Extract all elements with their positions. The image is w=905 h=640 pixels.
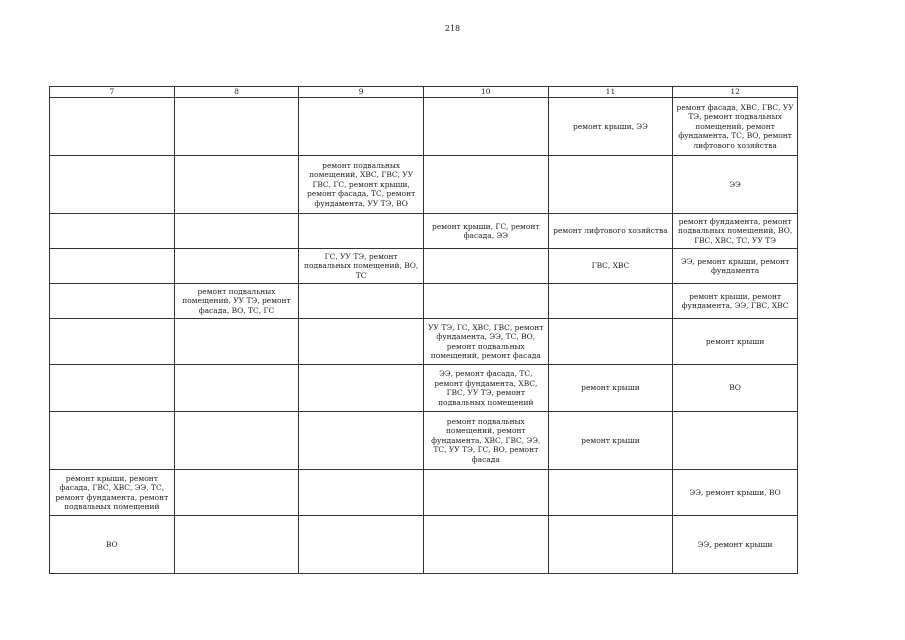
table-cell <box>50 412 175 470</box>
table-cell <box>299 365 424 412</box>
table-cell: ремонт крыши, ЭЭ <box>548 98 673 156</box>
table-cell <box>299 284 424 319</box>
table-cell <box>548 156 673 214</box>
table-cell: ремонт фасада, ХВС, ГВС, УУ ТЭ, ремонт подвальных помещений, ремонт фундамента, ТС, ВО, ремонт лифтового хозяйства <box>673 98 798 156</box>
table-cell: ремонт крыши <box>548 365 673 412</box>
table-cell <box>299 412 424 470</box>
table-cell <box>673 412 798 470</box>
column-header: 11 <box>548 87 673 98</box>
table-row <box>50 156 798 214</box>
table-cell <box>50 98 175 156</box>
table-cell <box>174 98 299 156</box>
table-cell <box>548 319 673 365</box>
table-cell: ремонт лифтового хозяйства <box>548 214 673 249</box>
table-row <box>50 214 798 249</box>
header-row <box>50 87 798 98</box>
table-cell <box>548 516 673 574</box>
table-row <box>50 284 798 319</box>
table-cell: ремонт фундамента, ремонт подвальных помещений, ВО, ГВС, ХВС, ТС, УУ ТЭ <box>673 214 798 249</box>
table-cell: ремонт крыши <box>548 412 673 470</box>
table-cell: ВО <box>673 365 798 412</box>
table-row <box>50 319 798 365</box>
column-header: 8 <box>174 87 299 98</box>
table-cell: ЭЭ, ремонт крыши, ремонт фундамента <box>673 249 798 284</box>
table-cell <box>423 156 548 214</box>
table-cell <box>50 214 175 249</box>
table-cell: ремонт подвальных помещений, ремонт фундамента, ХВС, ГВС, ЭЭ, ТС, УУ ТЭ, ГС, ВО, ремонт фасада <box>423 412 548 470</box>
table-cell <box>174 249 299 284</box>
table-cell <box>423 98 548 156</box>
table-cell: ремонт подвальных помещений, УУ ТЭ, ремонт фасада, ВО, ТС, ГС <box>174 284 299 319</box>
table-cell <box>174 319 299 365</box>
table-cell <box>50 365 175 412</box>
table-cell: ремонт крыши <box>673 319 798 365</box>
table-cell <box>50 249 175 284</box>
column-header: 7 <box>50 87 175 98</box>
table-cell <box>423 516 548 574</box>
table-cell: ремонт подвальных помещений, ХВС, ГВС, УУ ГВС, ГС, ремонт крыши, ремонт фасада, ТС, ремонт фундамента, УУ ТЭ, ВО <box>299 156 424 214</box>
table-row <box>50 412 798 470</box>
table-cell: ремонт крыши, ремонт фасада, ГВС, ХВС, ЭЭ, ТС, ремонт фундамента, ремонт подвальных помещений <box>50 470 175 516</box>
table-cell <box>299 470 424 516</box>
table-cell: ЭЭ, ремонт крыши, ВО <box>673 470 798 516</box>
table-cell <box>174 156 299 214</box>
table-cell <box>50 319 175 365</box>
table-row <box>50 470 798 516</box>
table-cell: ЭЭ <box>673 156 798 214</box>
column-header: 10 <box>423 87 548 98</box>
table-cell: ЭЭ, ремонт фасада, ТС, ремонт фундамента, ХВС, ГВС, УУ ТЭ, ремонт подвальных помещений <box>423 365 548 412</box>
table-cell: УУ ТЭ, ГС, ХВС, ГВС, ремонт фундамента, ЭЭ, ТС, ВО, ремонт подвальных помещений, ремонт фасада <box>423 319 548 365</box>
table-cell <box>548 284 673 319</box>
table-cell <box>548 470 673 516</box>
table-cell <box>174 214 299 249</box>
table-cell <box>50 284 175 319</box>
table-cell: ЭЭ, ремонт крыши <box>673 516 798 574</box>
table-cell <box>299 516 424 574</box>
table-row <box>50 249 798 284</box>
page-number: 218 <box>444 24 461 33</box>
table-cell <box>423 249 548 284</box>
table-row <box>50 98 798 156</box>
table-cell <box>299 319 424 365</box>
works-table <box>49 86 798 574</box>
table-cell <box>423 470 548 516</box>
works-table-container <box>49 86 798 574</box>
table-row <box>50 365 798 412</box>
table-cell <box>423 284 548 319</box>
table-cell <box>174 516 299 574</box>
table-cell: ВО <box>50 516 175 574</box>
column-header: 9 <box>299 87 424 98</box>
table-cell <box>50 156 175 214</box>
table-cell <box>174 365 299 412</box>
table-cell <box>174 470 299 516</box>
table-row <box>50 516 798 574</box>
table-cell <box>299 214 424 249</box>
table-cell: ГВС, ХВС <box>548 249 673 284</box>
table-cell: ГС, УУ ТЭ, ремонт подвальных помещений, ВО, ТС <box>299 249 424 284</box>
table-cell: ремонт крыши, ремонт фундамента, ЭЭ, ГВС, ХВС <box>673 284 798 319</box>
table-cell <box>174 412 299 470</box>
table-cell <box>299 98 424 156</box>
table-cell: ремонт крыши, ГС, ремонт фасада, ЭЭ <box>423 214 548 249</box>
column-header: 12 <box>673 87 798 98</box>
